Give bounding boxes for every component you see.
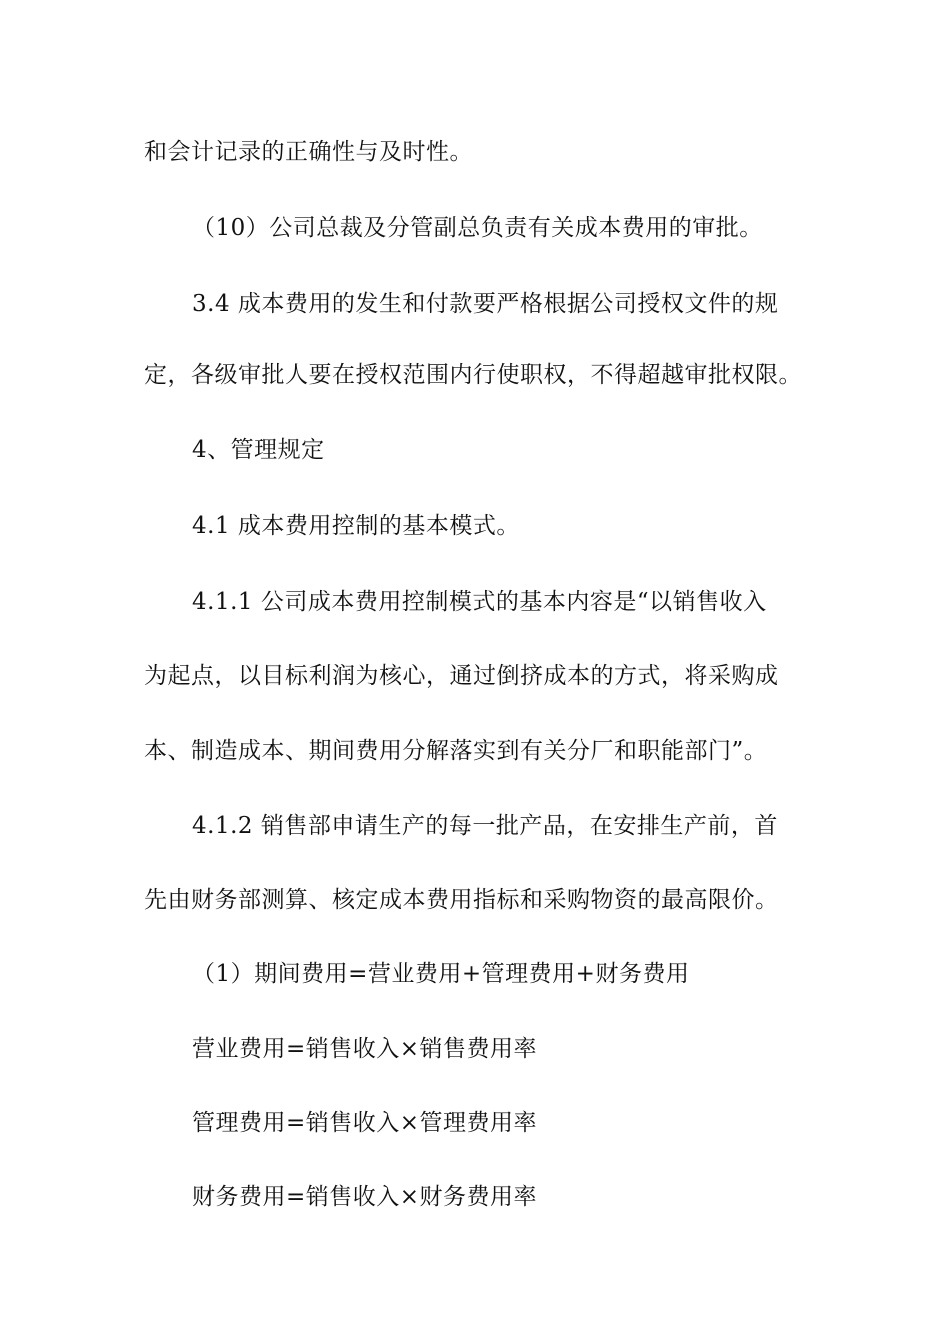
paragraph-line: 和会计记录的正确性与及时性。	[144, 139, 473, 165]
paragraph-line: 3.4 成本费用的发生和付款要严格根据公司授权文件的规	[192, 291, 779, 317]
section-heading: 4、管理规定	[192, 437, 325, 463]
paragraph-line: 本、制造成本、期间费用分解落实到有关分厂和职能部门”。	[144, 738, 768, 764]
paragraph-line: 先由财务部测算、核定成本费用指标和采购物资的最高限价。	[144, 887, 779, 913]
subsection-heading: 4.1 成本费用控制的基本模式。	[192, 513, 520, 539]
formula-line: 财务费用=销售收入×财务费用率	[192, 1184, 538, 1210]
formula-line: 营业费用=销售收入×销售费用率	[192, 1036, 538, 1062]
paragraph-line: 为起点，以目标利润为核心，通过倒挤成本的方式，将采购成	[144, 663, 779, 689]
formula-line: （1）期间费用=营业费用+管理费用+财务费用	[192, 961, 690, 987]
formula-line: 管理费用=销售收入×管理费用率	[192, 1110, 538, 1136]
paragraph-line: 4.1.1 公司成本费用控制模式的基本内容是“以销售收入	[192, 589, 767, 615]
paragraph-line: 4.1.2 销售部申请生产的每一批产品，在安排生产前，首	[192, 813, 778, 839]
paragraph-line: （10）公司总裁及分管副总负责有关成本费用的审批。	[192, 215, 763, 241]
paragraph-line: 定，各级审批人要在授权范围内行使职权，不得超越审批权限。	[144, 362, 802, 388]
